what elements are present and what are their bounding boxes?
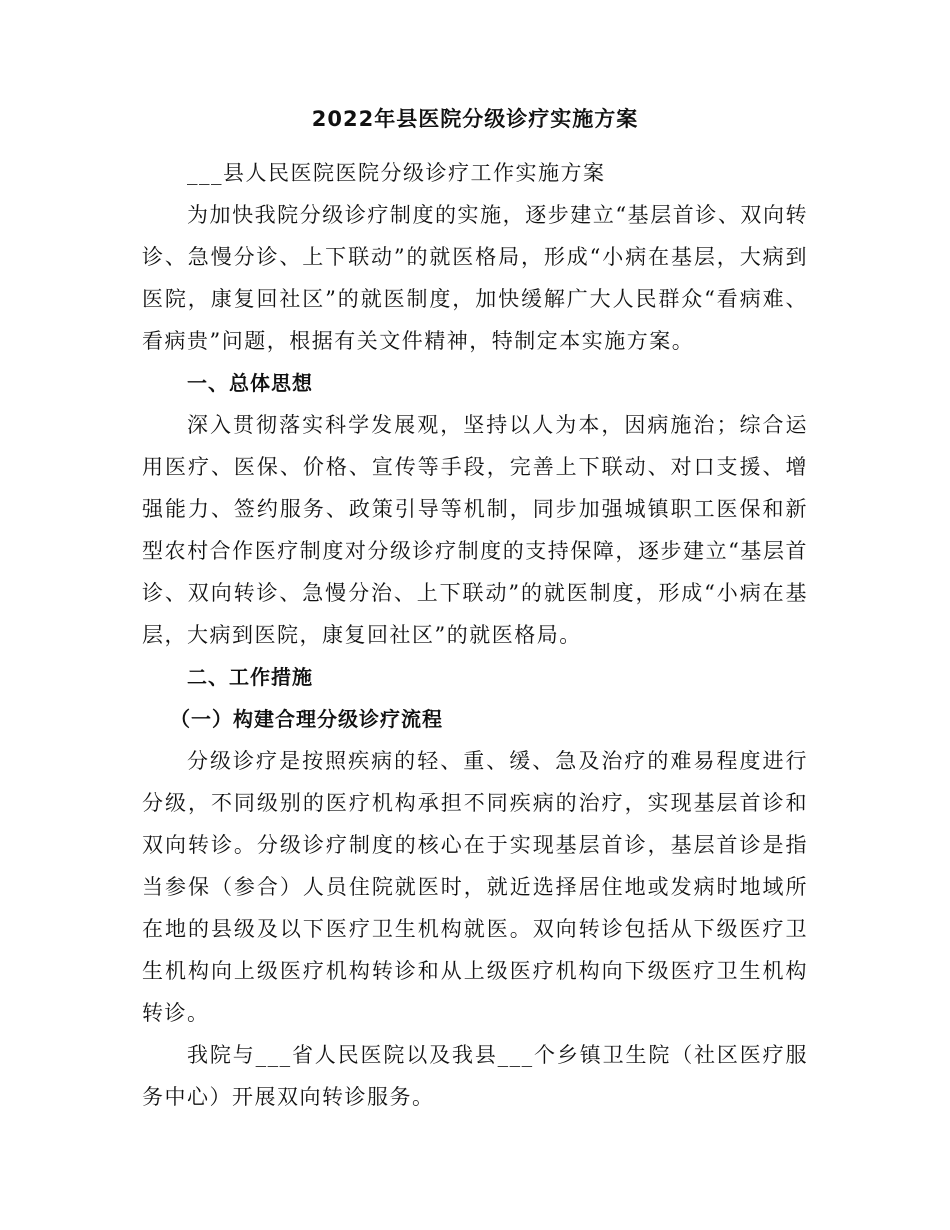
- paragraph-overall-thinking: 深入贯彻落实科学发展观，坚持以人为本，因病施治；综合运用医疗、医保、价格、宣传等手段，完善上下联动、对口支援、增强能力、签约服务、政策引导等机制，同步加强城镇职工医保和新型农村合作医疗制度对分级诊疗制度的支持保障，逐步建立“基层首诊、双向转诊、急慢分治、上下联动”的就医制度，形成“小病在基层，大病到医院，康复回社区”的就医格局。: [142, 413, 808, 647]
- paragraph-subtitle: ___县人民医院医院分级诊疗工作实施方案: [187, 161, 606, 185]
- paragraph-referral-service: 我院与___省人民医院以及我县___个乡镇卫生院（社区医疗服务中心）开展双向转诊服务。: [142, 1043, 808, 1109]
- document-title: 2022年县医院分级诊疗实施方案: [311, 107, 639, 131]
- paragraph-build-process: 分级诊疗是按照疾病的轻、重、缓、急及治疗的难易程度进行分级，不同级别的医疗机构承担不同疾病的治疗，实现基层首诊和双向转诊。分级诊疗制度的核心在于实现基层首诊，基层首诊是指当参保（参合）人员住院就医时，就近选择居住地或发病时地域所在地的县级及以下医疗卫生机构就医。双向转诊包括从下级医疗卫生机构向上级医疗机构转诊和从上级医疗机构向下级医疗卫生机构转诊。: [142, 749, 808, 1025]
- document-body: [142, 152, 808, 1118]
- subheading-build-process: （一）构建合理分级诊疗流程: [170, 707, 443, 731]
- heading-overall-thinking: 一、总体思想: [187, 371, 313, 395]
- paragraph-intro: 为加快我院分级诊疗制度的实施，逐步建立“基层首诊、双向转诊、急慢分诊、上下联动”的就医格局，形成“小病在基层，大病到医院，康复回社区”的就医制度，加快缓解广大人民群众“看病难、看病贵”问题，根据有关文件精神，特制定本实施方案。: [142, 203, 808, 353]
- heading-work-measures: 二、工作措施: [187, 665, 313, 689]
